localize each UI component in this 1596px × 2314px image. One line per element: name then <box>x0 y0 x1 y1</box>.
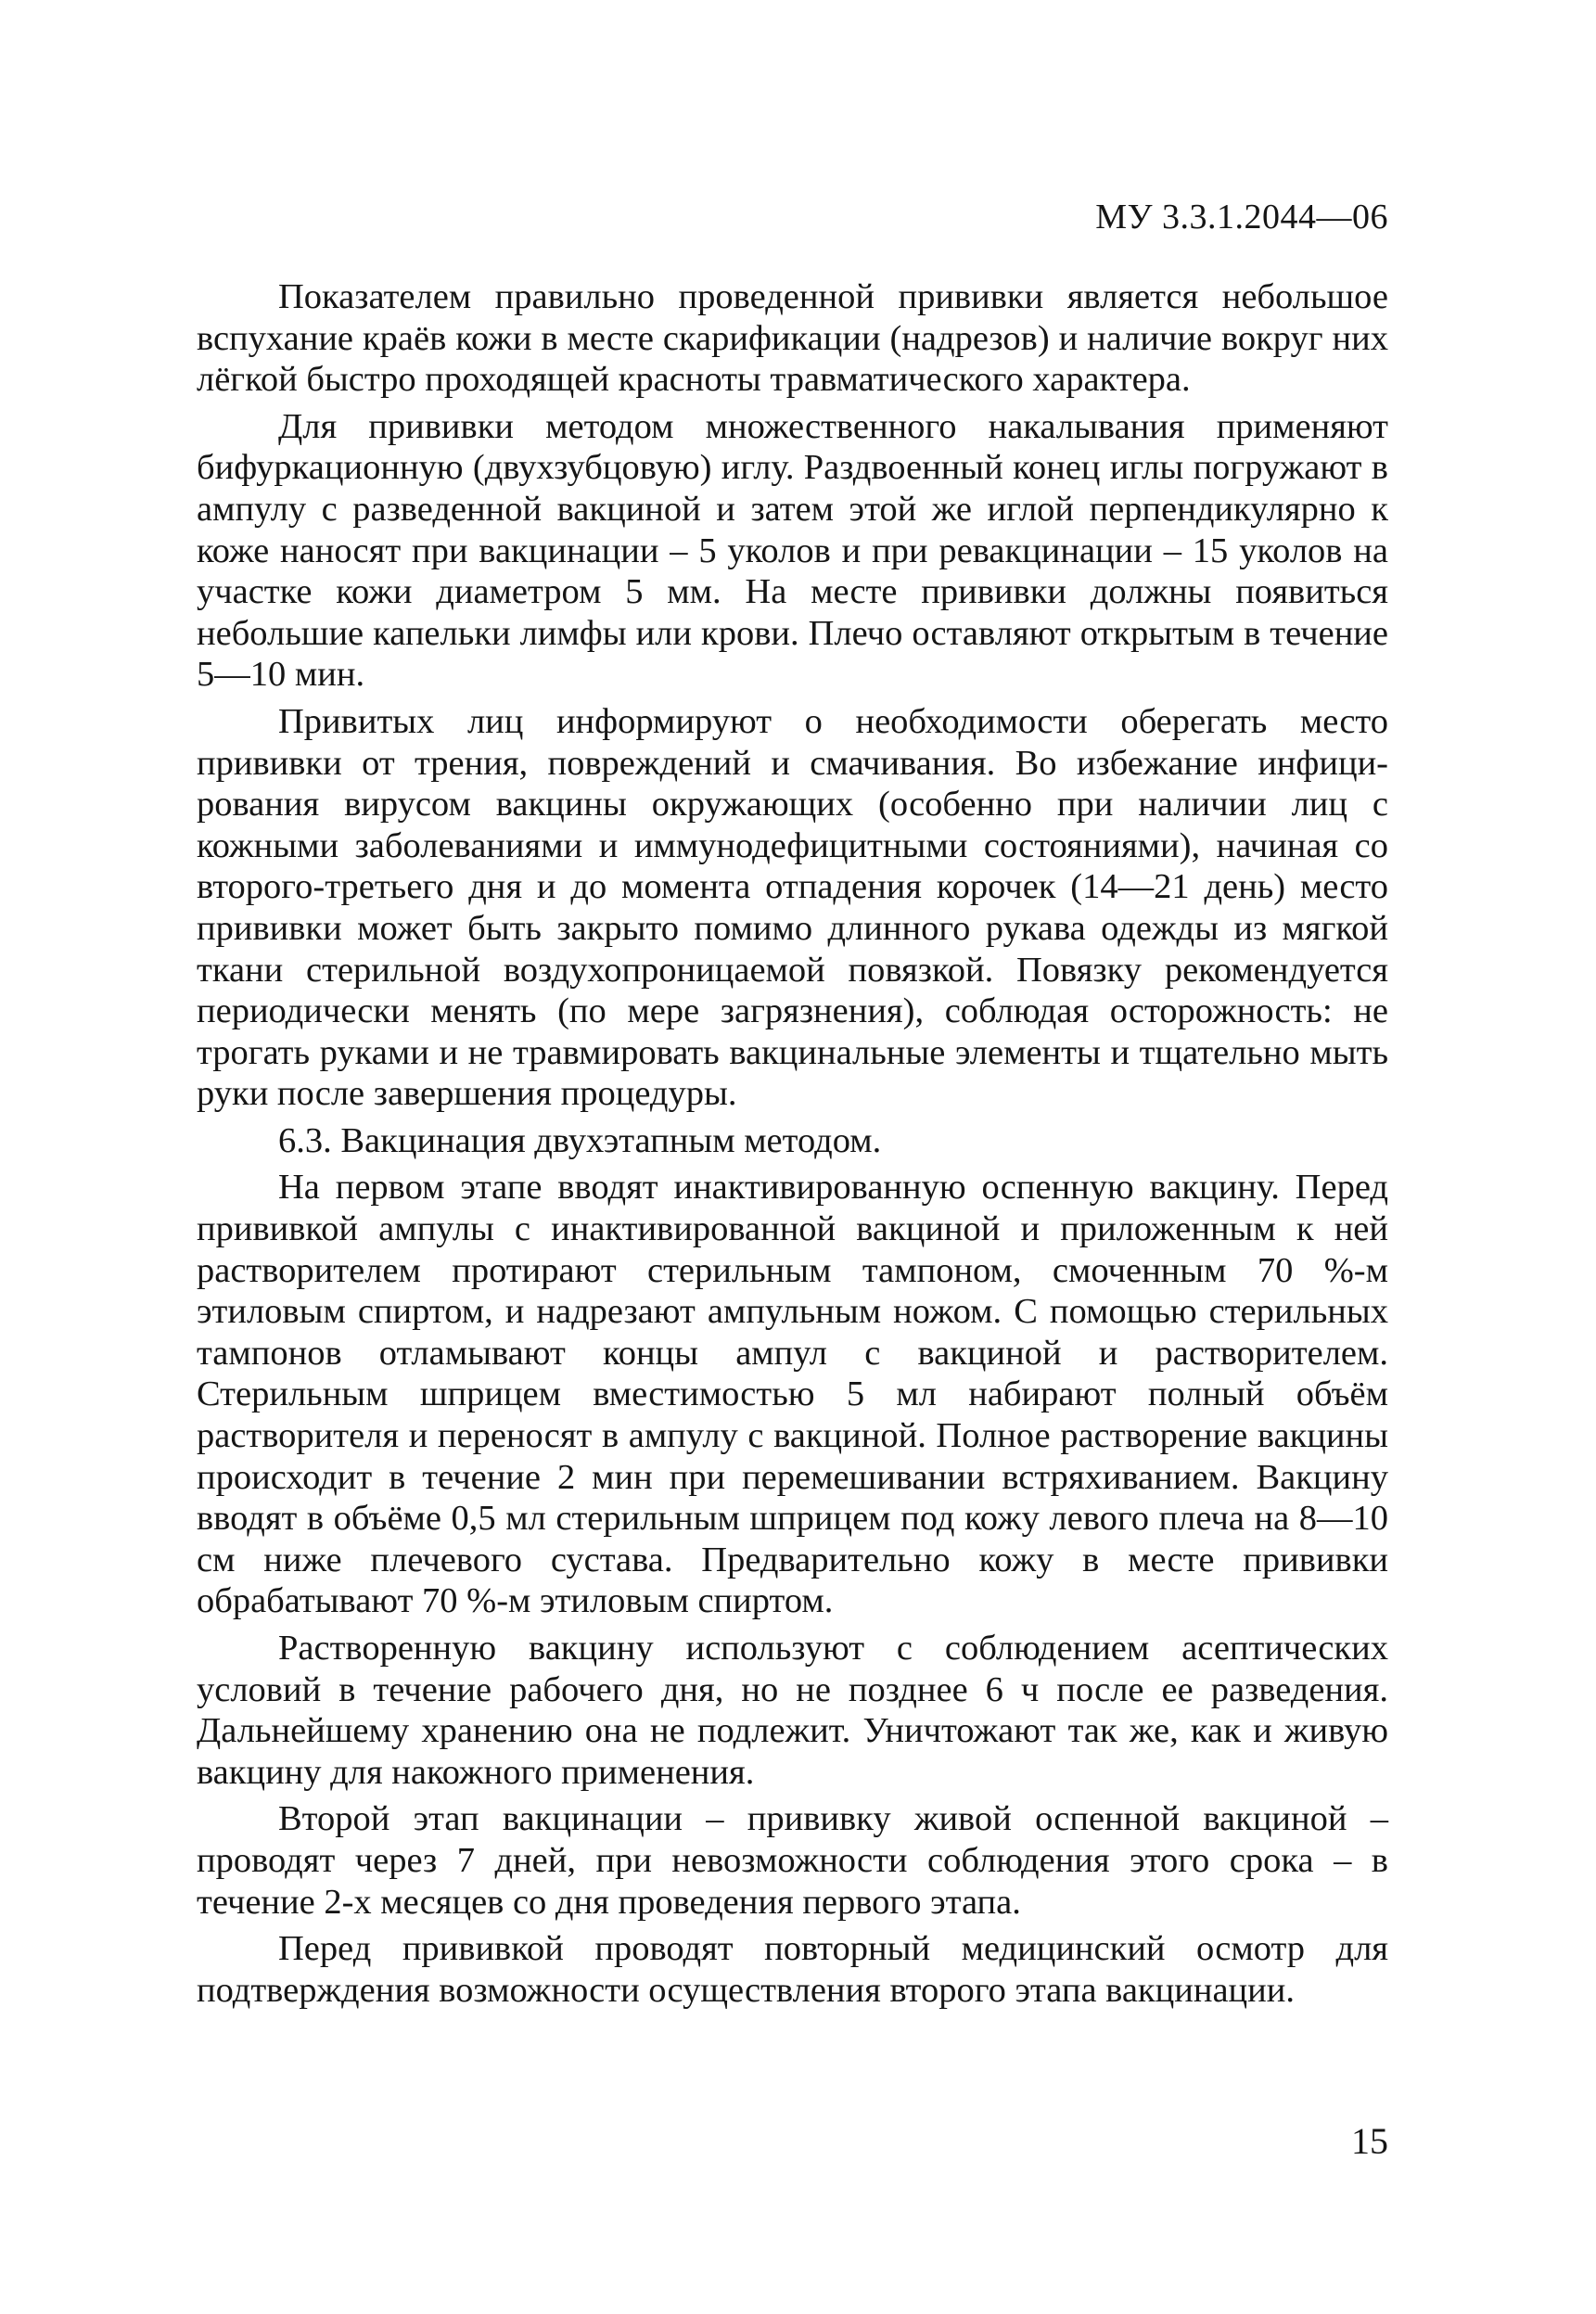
paragraph-7: Второй этап вакцинации – прививку живой оспенной вакциной – проводят через 7 дней, при невозможности соблюдения этого срока – в течение 2-х месяцев со дня проведения первого этапа. <box>197 1799 1388 1922</box>
body-text <box>197 276 1388 2016</box>
paragraph-1: Показателем правильно проведенной прививки является небольшое вспухание краёв кожи в месте скарификации (надрезов) и наличие вокруг них лёгкой быстро проходящей красноты травматического характера. <box>197 277 1388 400</box>
paragraph-8: Перед прививкой проводят повторный медицинский осмотр для подтверждения возможности осуществления второго этапа вакцинации. <box>197 1929 1388 2010</box>
paragraph-5: На первом этапе вводят инактивированную оспенную вакцину. Перед прививкой ампулы с инактивированной вакциной и приложенным к ней растворителем протирают стерильным тампоном, смоченным 70 %-м этиловым спиртом, и надрезают ампульным ножом. С помощью стерильных тампонов отламывают концы ампул с вакциной и растворителем. Стерильным шприцем вместимостью 5 мл набирают полный объём растворителя и переносят в ампулу с вакциной. Полное растворение вакцины происходит в течение 2 мин при перемешивании встряхиванием. Вакцину вводят в объёме 0,5 мл стерильным шприцем под кожу левого плеча на 8—10 см ниже плечевого сустава. Предварительно кожу в месте прививки обрабатывают 70 %-м этиловым спиртом. <box>197 1168 1388 1621</box>
section-heading-6-3: 6.3. Вакцинация двухэтапным методом. <box>278 1120 882 1160</box>
paragraph-3: Привитых лиц информируют о необходимости оберегать место прививки от трения, повреждений и смачивания. Во избежание инфицирования вирусом вакцины окружающих (особенно при наличии лиц с кожными заболеваниями и иммунодефицитными состояниями), начиная со второго-третьего дня и до момента отпадения корочек (14—21 день) место прививки может быть закрыто помимо длинного рукава одежды из мягкой ткани стерильной воздухопроницаемой повязкой. Повязку рекомендуется периодически менять (по мере загрязнения), соблюдая осторожность: не трогать руками и не травмировать вакцинальные элементы и тщательно мыть руки после завершения процедуры. <box>197 701 1388 1114</box>
page-number: 15 <box>1351 2120 1388 2162</box>
paragraph-6: Растворенную вакцину используют с соблюдением асептических условий в течение рабочего дня, но не позднее 6 ч после ее разведения. Дальнейшему хранению она не подлежит. Уничтожают так же, как и живую вакцину для накожного применения. <box>197 1629 1388 1792</box>
document-code: МУ 3.3.1.2044—06 <box>1095 198 1388 237</box>
paragraph-2: Для прививки методом множественного накалывания применяют бифуркационную (двухзубцовую) иглу. Раздвоенный конец иглы погружают в ампулу с разведенной вакциной и затем этой же иглой перпендикулярно к коже наносят при вакцинации – 5 уколов и при ревакцинации – 15 уколов на участке кожи диаметром 5 мм. На месте прививки должны появиться небольшие капельки лимфы или крови. Плечо оставляют открытым в течение 5—10 мин. <box>197 406 1388 695</box>
